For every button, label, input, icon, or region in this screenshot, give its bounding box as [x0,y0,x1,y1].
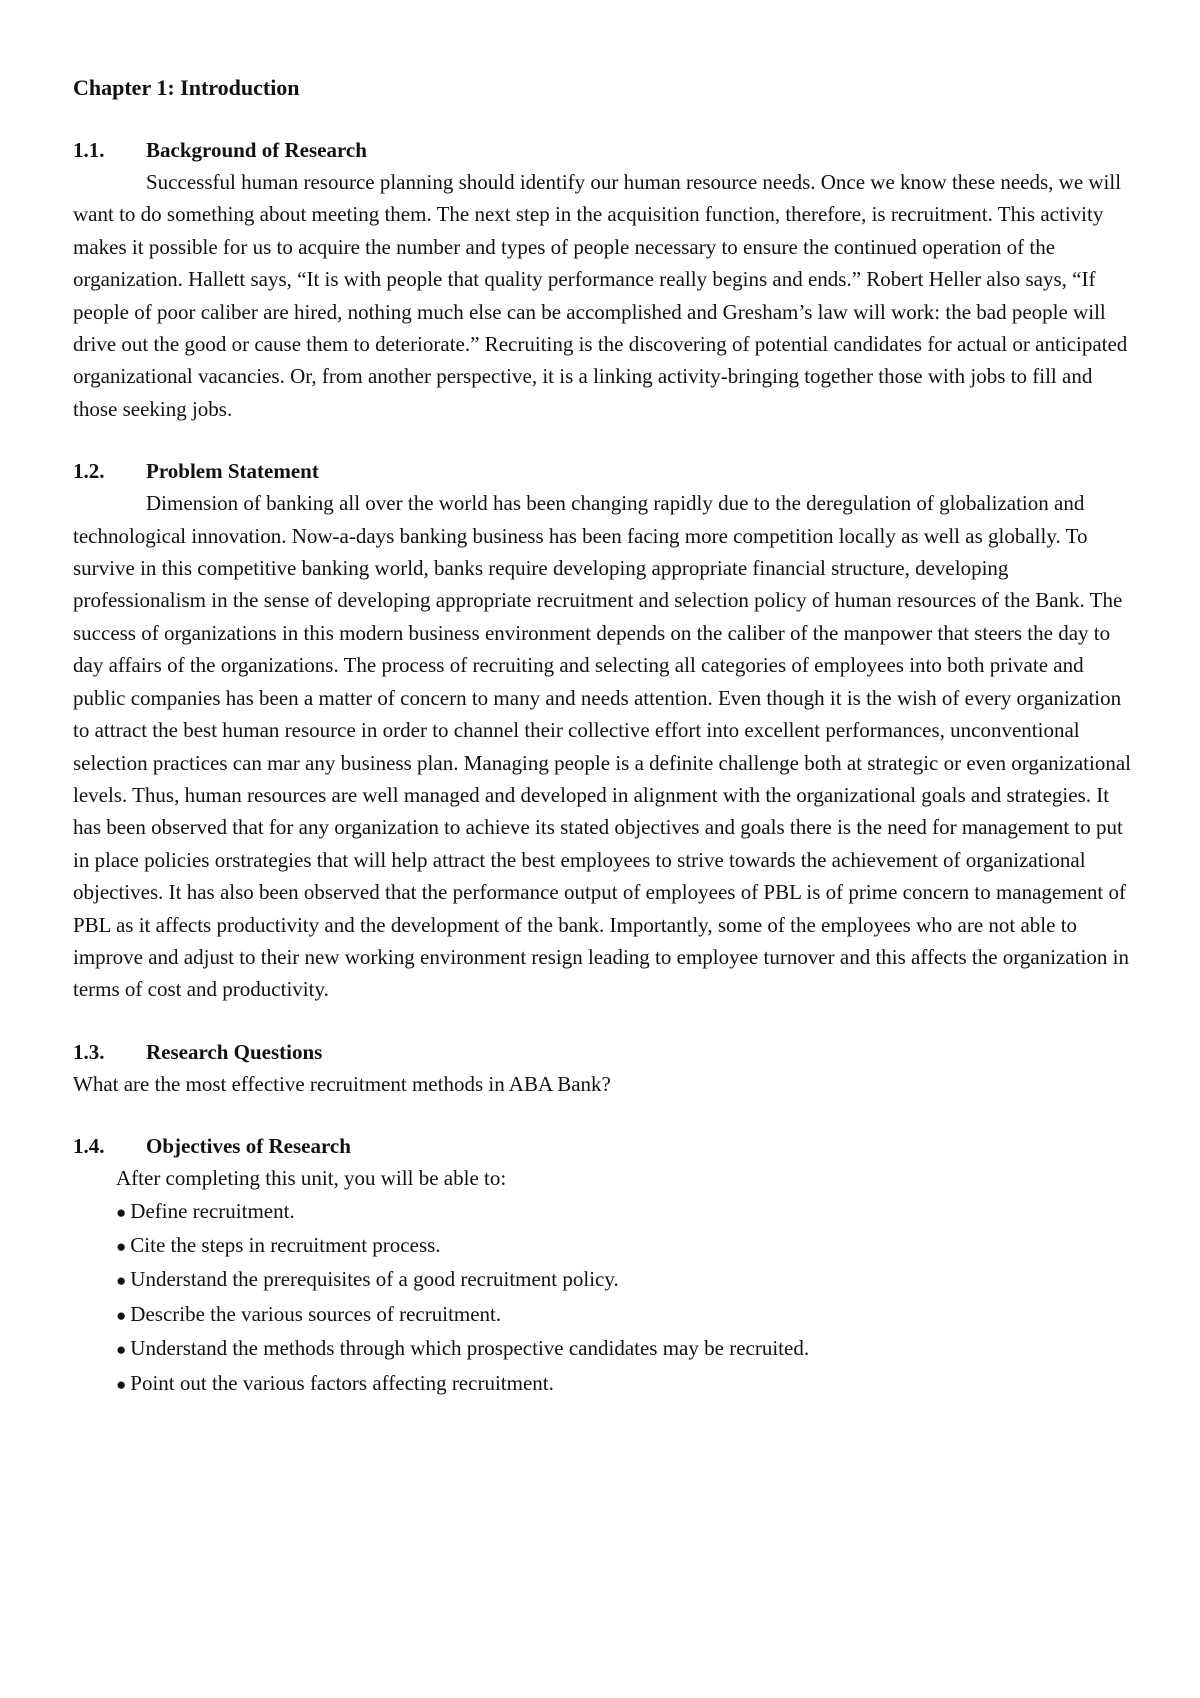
chapter-title: Chapter 1: Introduction [73,75,300,100]
section-title: Objectives of Research [146,1134,351,1159]
list-item [116,1263,1133,1297]
list-item [116,1332,1133,1366]
bullet-icon: ● [116,1202,127,1222]
section-research-questions [73,1036,1133,1100]
section-title: Problem Statement [146,459,319,484]
section-paragraph: Dimension of banking all over the world has been changing rapidly due to the deregulation of globalization and technological innovation. Now-a-days banking business has been facing more competition locally as well as globally. To survive in this competitive banking world, banks require developing appropriate financial structure, developing professionalism in the sense of developing appropriate recruitment and selection policy of human resources of the Bank. The success of organizations in this modern business environment depends on the caliber of the manpower that steers the day to day affairs of the organizations. The process of recruiting and selecting all categories of employees into both private and public companies has been a matter of concern to many and needs attention. Even though it is the wish of every organization to attract the best human resource in order to channel their collective effort into excellent performances, unconventional selection practices can mar any business plan. Managing people is a definite challenge both at strategic or even organizational levels. Thus, human resources are well managed and developed in alignment with the organizational goals and strategies. It has been observed that for any organization to achieve its stated objectives and goals there is the need for management to put in place policies orstrategies that will help attract the best employees to strive towards the achievement of organizational objectives. It has also been observed that the performance output of employees of PBL is of prime concern to management of PBL as it affects productivity and the development of the bank. Importantly, some of the employees who are not able to improve and adjust to their new working environment resign leading to employee turnover and this affects the organization in terms of cost and productivity. [73,491,1131,1002]
document-content [73,72,1133,1401]
section-number: 1.3. [73,1039,105,1064]
bullet-icon: ● [116,1374,127,1394]
section-objectives [73,1130,1133,1401]
objectives-intro: After completing this unit, you will be able to: [116,1166,507,1191]
list-item [116,1229,1133,1263]
section-paragraph: What are the most effective recruitment methods in ABA Bank? [73,1071,611,1096]
list-item [116,1298,1133,1332]
bullet-icon: ● [116,1340,127,1360]
bullet-icon: ● [116,1271,127,1291]
section-heading [73,455,1133,487]
section-title: Background of Research [146,138,367,162]
bullet-icon: ● [116,1305,127,1325]
list-item-text: Understand the methods through which prospective candidates may be recruited. [130,1336,810,1361]
list-item [116,1195,1133,1229]
section-number: 1.1. [73,138,105,162]
list-item-text: Understand the prerequisites of a good recruitment policy. [130,1267,619,1292]
list-item-text: Define recruitment. [130,1198,295,1223]
section-heading [73,134,1133,166]
objectives-list [73,1195,1133,1401]
list-item-text: Describe the various sources of recruitment. [130,1301,502,1326]
section-heading [73,1130,1133,1162]
section-problem-statement [73,455,1133,1006]
section-paragraph: Successful human resource planning should identify our human resource needs. Once we know these needs, we will want to do something about meeting them. The next step in the acquisition function, therefore, is recruitment. This activity makes it possible for us to acquire the number and types of people necessary to ensure the continued operation of the organization. Hallett says, “It is with people that quality performance really begins and ends.” Robert Heller also says, “If people of poor caliber are hired, nothing much else can be accomplished and Gresham’s law will work: the bad people will drive out the good or cause them to deteriorate.” Recruiting is the discovering of potential candidates for actual or anticipated organizational vacancies. Or, from another perspective, it is a linking activity-bringing together those with jobs to fill and those seeking jobs. [73,170,1128,421]
list-item-text: Cite the steps in recruitment process. [130,1232,441,1257]
section-number: 1.2. [73,459,105,484]
section-heading [73,1036,1133,1068]
section-number: 1.4. [73,1134,105,1159]
section-background [73,134,1133,425]
bullet-icon: ● [116,1236,127,1256]
section-title: Research Questions [146,1039,323,1064]
list-item-text: Point out the various factors affecting recruitment. [130,1370,554,1395]
list-item [116,1367,1133,1401]
